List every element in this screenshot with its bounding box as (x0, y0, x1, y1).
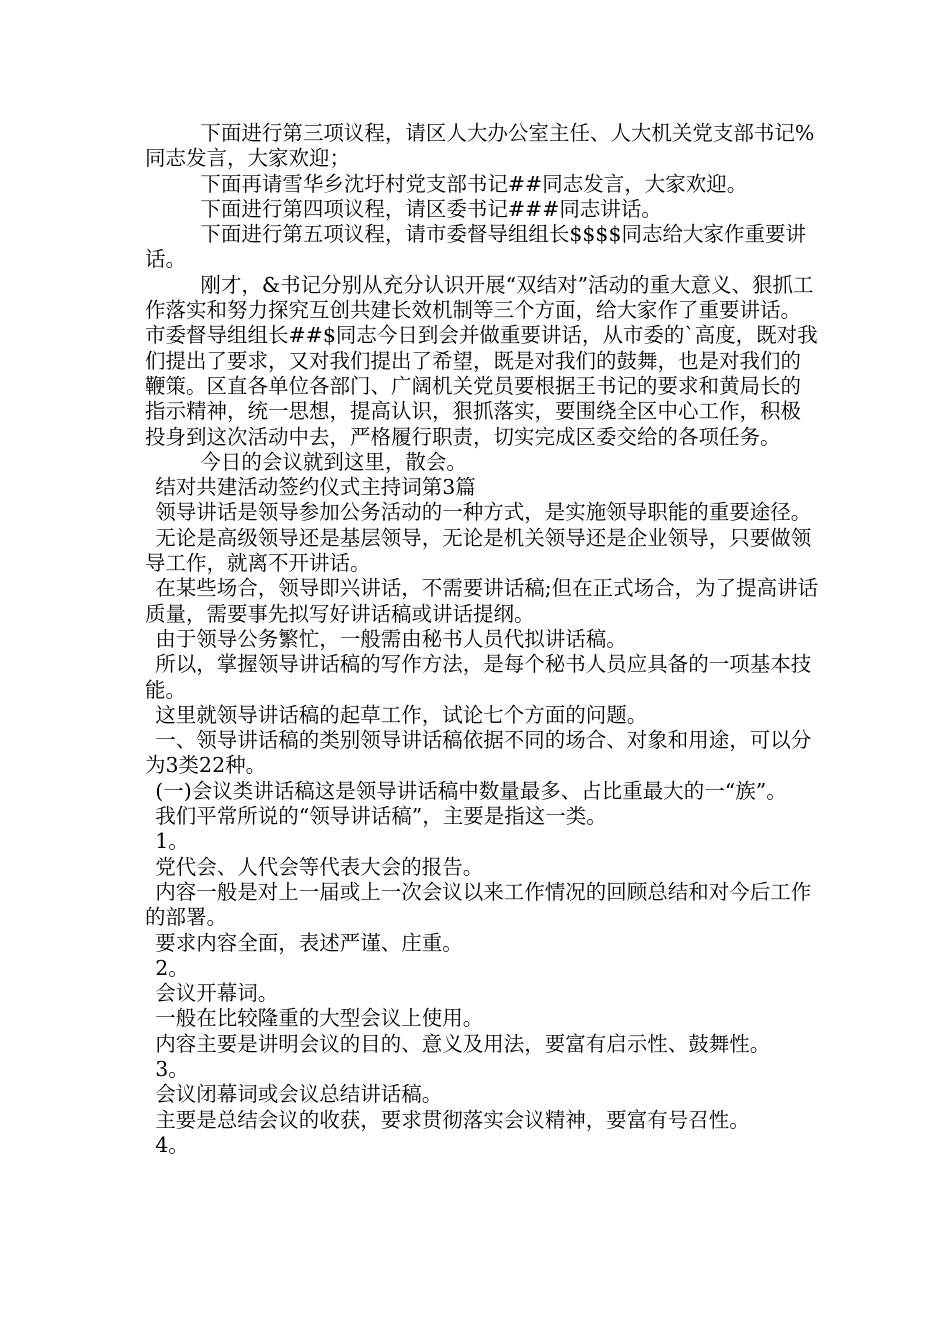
section-heading: 结对共建活动签约仪式主持词第3篇 (155, 475, 476, 500)
paragraph: 内容主要是讲明会议的目的、意义及用法，要富有启示性、鼓舞性。 (155, 1031, 771, 1056)
paragraph: 我们平常所说的“领导讲话稿”，主要是指这一类。 (155, 804, 607, 829)
paragraph: 领导讲话是领导参加公务活动的一种方式，是实施领导职能的重要途径。 (155, 500, 812, 525)
paragraph: 下面进行第三项议程，请区人大办公室主任、人大机关党支部书记%同志发言，大家欢迎； (145, 121, 815, 171)
paragraph: 下面进行第五项议程，请市委督导组组长$$$$同志给大家作重要讲话。 (145, 222, 807, 272)
paragraph: 今日的会议就到这里，散会。 (200, 449, 467, 474)
list-number: 1。 (155, 829, 189, 854)
paragraph: 由于领导公务繁忙，一般需由秘书人员代拟讲话稿。 (155, 626, 627, 651)
paragraph: 无论是高级领导还是基层领导，无论是机关领导还是企业领导，只要做领导工作，就离不开讲话。 (145, 525, 812, 576)
paragraph: 在某些场合，领导即兴讲话，不需要讲话稿;但在正式场合，为了提高讲话质量，需要事先拟写好讲话稿或讲话提纲。 (145, 576, 819, 626)
paragraph: 下面进行第四项议程，请区委书记###同志讲话。 (200, 196, 662, 221)
paragraph: 党代会、人代会等代表大会的报告。 (155, 854, 484, 879)
paragraph: 内容一般是对上一届或上一次会议以来工作情况的回顾总结和对今后工作的部署。 (145, 879, 812, 930)
list-number: 2。 (155, 955, 189, 980)
paragraph: 主要是总结会议的收获，要求贯彻落实会议精神，要富有号召性。 (155, 1107, 750, 1132)
paragraph: 一、领导讲话稿的类别领导讲话稿依据不同的场合、对象和用途，可以分为3类22种。 (145, 728, 812, 778)
list-number: 4。 (155, 1132, 189, 1157)
paragraph: 所以，掌握领导讲话稿的写作方法，是每个秘书人员应具备的一项基本技能。 (145, 652, 812, 702)
paragraph: (一)会议类讲话稿这是领导讲话稿中数量最多、占比重最大的一“族”。 (155, 778, 787, 803)
paragraph: 这里就领导讲话稿的起草工作，试论七个方面的问题。 (155, 702, 648, 727)
document-body (145, 121, 820, 1158)
paragraph: 下面再请雪华乡沈圩村党支部书记##同志发言，大家欢迎。 (200, 171, 748, 196)
paragraph: 一般在比较隆重的大型会议上使用。 (155, 1006, 484, 1031)
list-number: 3。 (155, 1056, 189, 1081)
paragraph: 要求内容全面，表述严谨、庄重。 (155, 930, 463, 955)
paragraph: 会议开幕词。 (155, 981, 279, 1006)
paragraph: 会议闭幕词或会议总结讲话稿。 (155, 1082, 443, 1107)
paragraph: 刚才，&书记分别从充分认识开展“双结对”活动的重大意义、狠抓工作落实和努力探究互创共建长效机制等三个方面，给大家作了重要讲话。市委督导组组长##$同志今日到会并做重要讲话，从市委的`高度，既对我们提出了要求，又对我们提出了希望，既是对我们的鼓舞，也是对我们的鞭策。区直各单位各部门、广阔机关党员要根据王书记的要求和黄局长的指示精神，统一思想，提高认识，狠抓落实，要围绕全区中心工作，积极投身到这次活动中去，严格履行职责，切实完成区委交给的各项任务。 (145, 272, 818, 449)
